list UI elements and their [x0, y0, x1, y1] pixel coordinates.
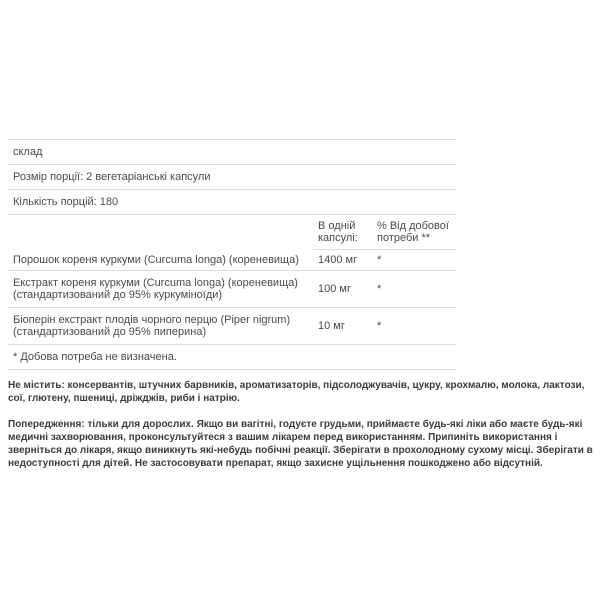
dv-column-header: % Від добової потреби **	[372, 215, 456, 250]
ingredient-amount: 100 мг	[313, 271, 372, 308]
ingredient-row	[8, 308, 456, 345]
ingredient-name: Біоперін екстракт плодів чорного перцю (Piper nigrum) (стандартизований до 95% пиперина)	[8, 308, 313, 345]
section-title: склад	[8, 140, 456, 165]
amount-column-header: В одній капсулі:	[313, 215, 372, 250]
dv-footnote-row	[8, 345, 456, 370]
ingredient-amount: 1400 мг	[313, 250, 372, 271]
servings-per-container-text: Кількість порцій: 180	[8, 190, 456, 215]
supplement-facts-table	[8, 139, 456, 370]
servings-per-container-row	[8, 190, 456, 215]
empty-header-cell	[8, 215, 313, 250]
ingredient-amount: 10 мг	[313, 308, 372, 345]
warnings-note: Попередження: тільки для дорослих. Якщо ви вагітні, годуєте грудьми, приймаєте будь-які ліки або маєте будь-які медичні захворювання, проконсультуйтеся з вашим лікарем перед використанням. Припиніть використання і зверніться до лікаря, якщо виникнуть які-небудь побічні реакції. Зберігати в прохолодному сухому місці. Зберігати в недоступності для дітей. Не застосовувати препарат, якщо захисне ущільнення пошкоджено або відсутній.	[8, 419, 593, 469]
section-title-row	[8, 140, 456, 165]
disclaimer-notes	[8, 379, 594, 470]
ingredient-dv: *	[372, 250, 456, 271]
dv-footnote: * Добова потреба не визначена.	[8, 345, 456, 370]
serving-size-text: Розмір порції: 2 вегетаріанські капсули	[8, 165, 456, 190]
free-of-note: Не містить: консервантів, штучних барвників, ароматизаторів, підсолоджувачів, цукру, крохмалю, молока, лактози, сої, глютену, пшениці, дріжджів, риби і натрію.	[8, 380, 585, 404]
supplement-facts-section	[8, 139, 594, 470]
ingredient-row	[8, 271, 456, 308]
column-header-row	[8, 215, 456, 250]
ingredient-name: Порошок кореня куркуми (Curcuma longa) (кореневища)	[8, 250, 313, 271]
ingredient-dv: *	[372, 271, 456, 308]
ingredient-name: Екстракт кореня куркуми (Curcuma longa) (кореневища) (стандартизований до 95% куркуміноїди)	[8, 271, 313, 308]
serving-size-row	[8, 165, 456, 190]
ingredient-dv: *	[372, 308, 456, 345]
ingredient-row	[8, 250, 456, 271]
